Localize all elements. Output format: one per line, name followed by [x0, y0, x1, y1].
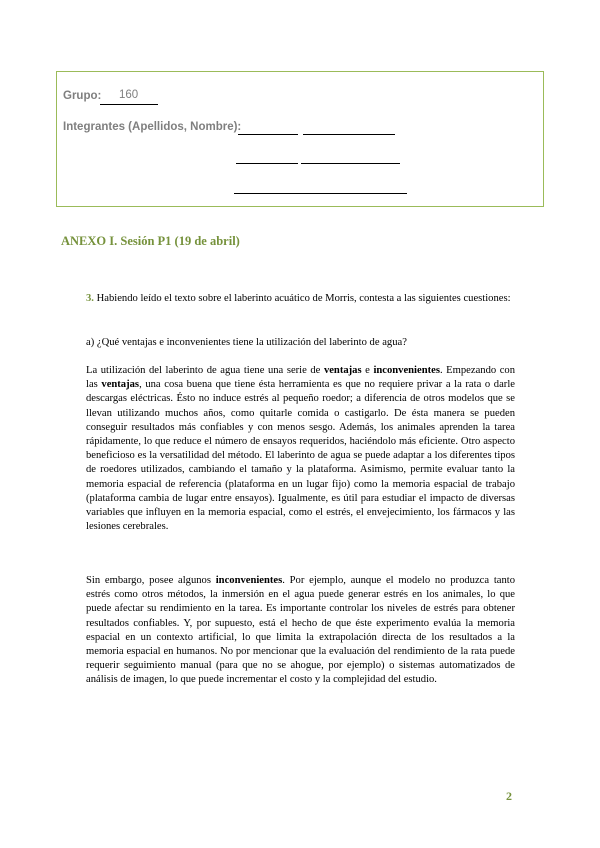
- members-label: Integrantes (Apellidos, Nombre):: [63, 121, 242, 133]
- question-text: Habiendo leído el texto sobre el laberinto acuático de Morris, contesta a las siguientes cuestiones:: [96, 293, 511, 304]
- member-1-name-line: [303, 134, 395, 135]
- answer-paragraph-1: La utilización del laberinto de agua tiene una serie de ventajas e inconvenientes. Empezando con las ventajas, una cosa buena que tiene ésta herramienta es que no requiere privar a la rata o darle descargas eléctricas. Ésto no induce estrés al pequeño roedor; a diferencia de otros modelos que se llevan utilizando muchos años, como quitarle comida o castigarlo. De ésta manera se pueden conseguir resultados más confiables y con menos sesgo. Además, los animales aprenden la tarea rápidamente, lo que reduce el número de ensayos requeridos, haciéndolo más eficiente. Otro aspecto beneficioso es la versatilidad del método. El laberinto de agua se puede adaptar a los diferentes tipos de roedores utilizados, cambiando el tamaño y la plataforma. Asimismo, permite evaluar tanto la memoria espacial de referencia (plataforma en un lugar fijo) como la memoria espacial de trabajo (plataforma cambia de lugar entre ensayos). Igualmente, es útil para estudiar el impacto de diversas variables que influyen en la memoria espacial, como el estrés, el envejecimiento, los fármacos y las lesiones cerebrales.: [86, 365, 516, 533]
- question-a: a) ¿Qué ventajas e inconvenientes tiene la utilización del laberinto de agua?: [86, 337, 407, 348]
- member-3-line: [234, 193, 407, 194]
- member-1-surname-line: [238, 134, 298, 135]
- group-label: Grupo:: [63, 90, 102, 102]
- group-value: 160: [119, 89, 139, 101]
- page-number: 2: [506, 789, 512, 803]
- section-title: ANEXO I. Sesión P1 (19 de abril): [61, 234, 240, 248]
- student-info-box: [56, 71, 544, 207]
- question-number: 3.: [86, 293, 94, 304]
- member-2-name-line: [301, 163, 400, 164]
- answer-paragraph-2: Sin embargo, posee algunos inconvenientes. Por ejemplo, aunque el modelo no produzca tanto estrés como otros métodos, la inmersión en el agua puede generar estrés en los animales, lo que puede afectar su rendimiento en la tarea. Es importante controlar los niveles de estrés para obtener resultados confiables. Y, por supuesto, está el hecho de que éste experimento evalúa la memoria espacial en un contexto artificial, lo que limita la extrapolación directa de los resultados a la memoria espacial en humanos. No por mencionar que la evaluación del rendimiento de la rata puede requerir seguimiento manual (para que no se ahogue, por ejemplo) o sistemas automatizados de análisis de imagen, lo que puede incrementar el costo y la complejidad del estudio.: [86, 575, 515, 686]
- member-2-surname-line: [236, 163, 298, 164]
- question-3: [86, 292, 515, 306]
- group-field-line: [100, 104, 158, 105]
